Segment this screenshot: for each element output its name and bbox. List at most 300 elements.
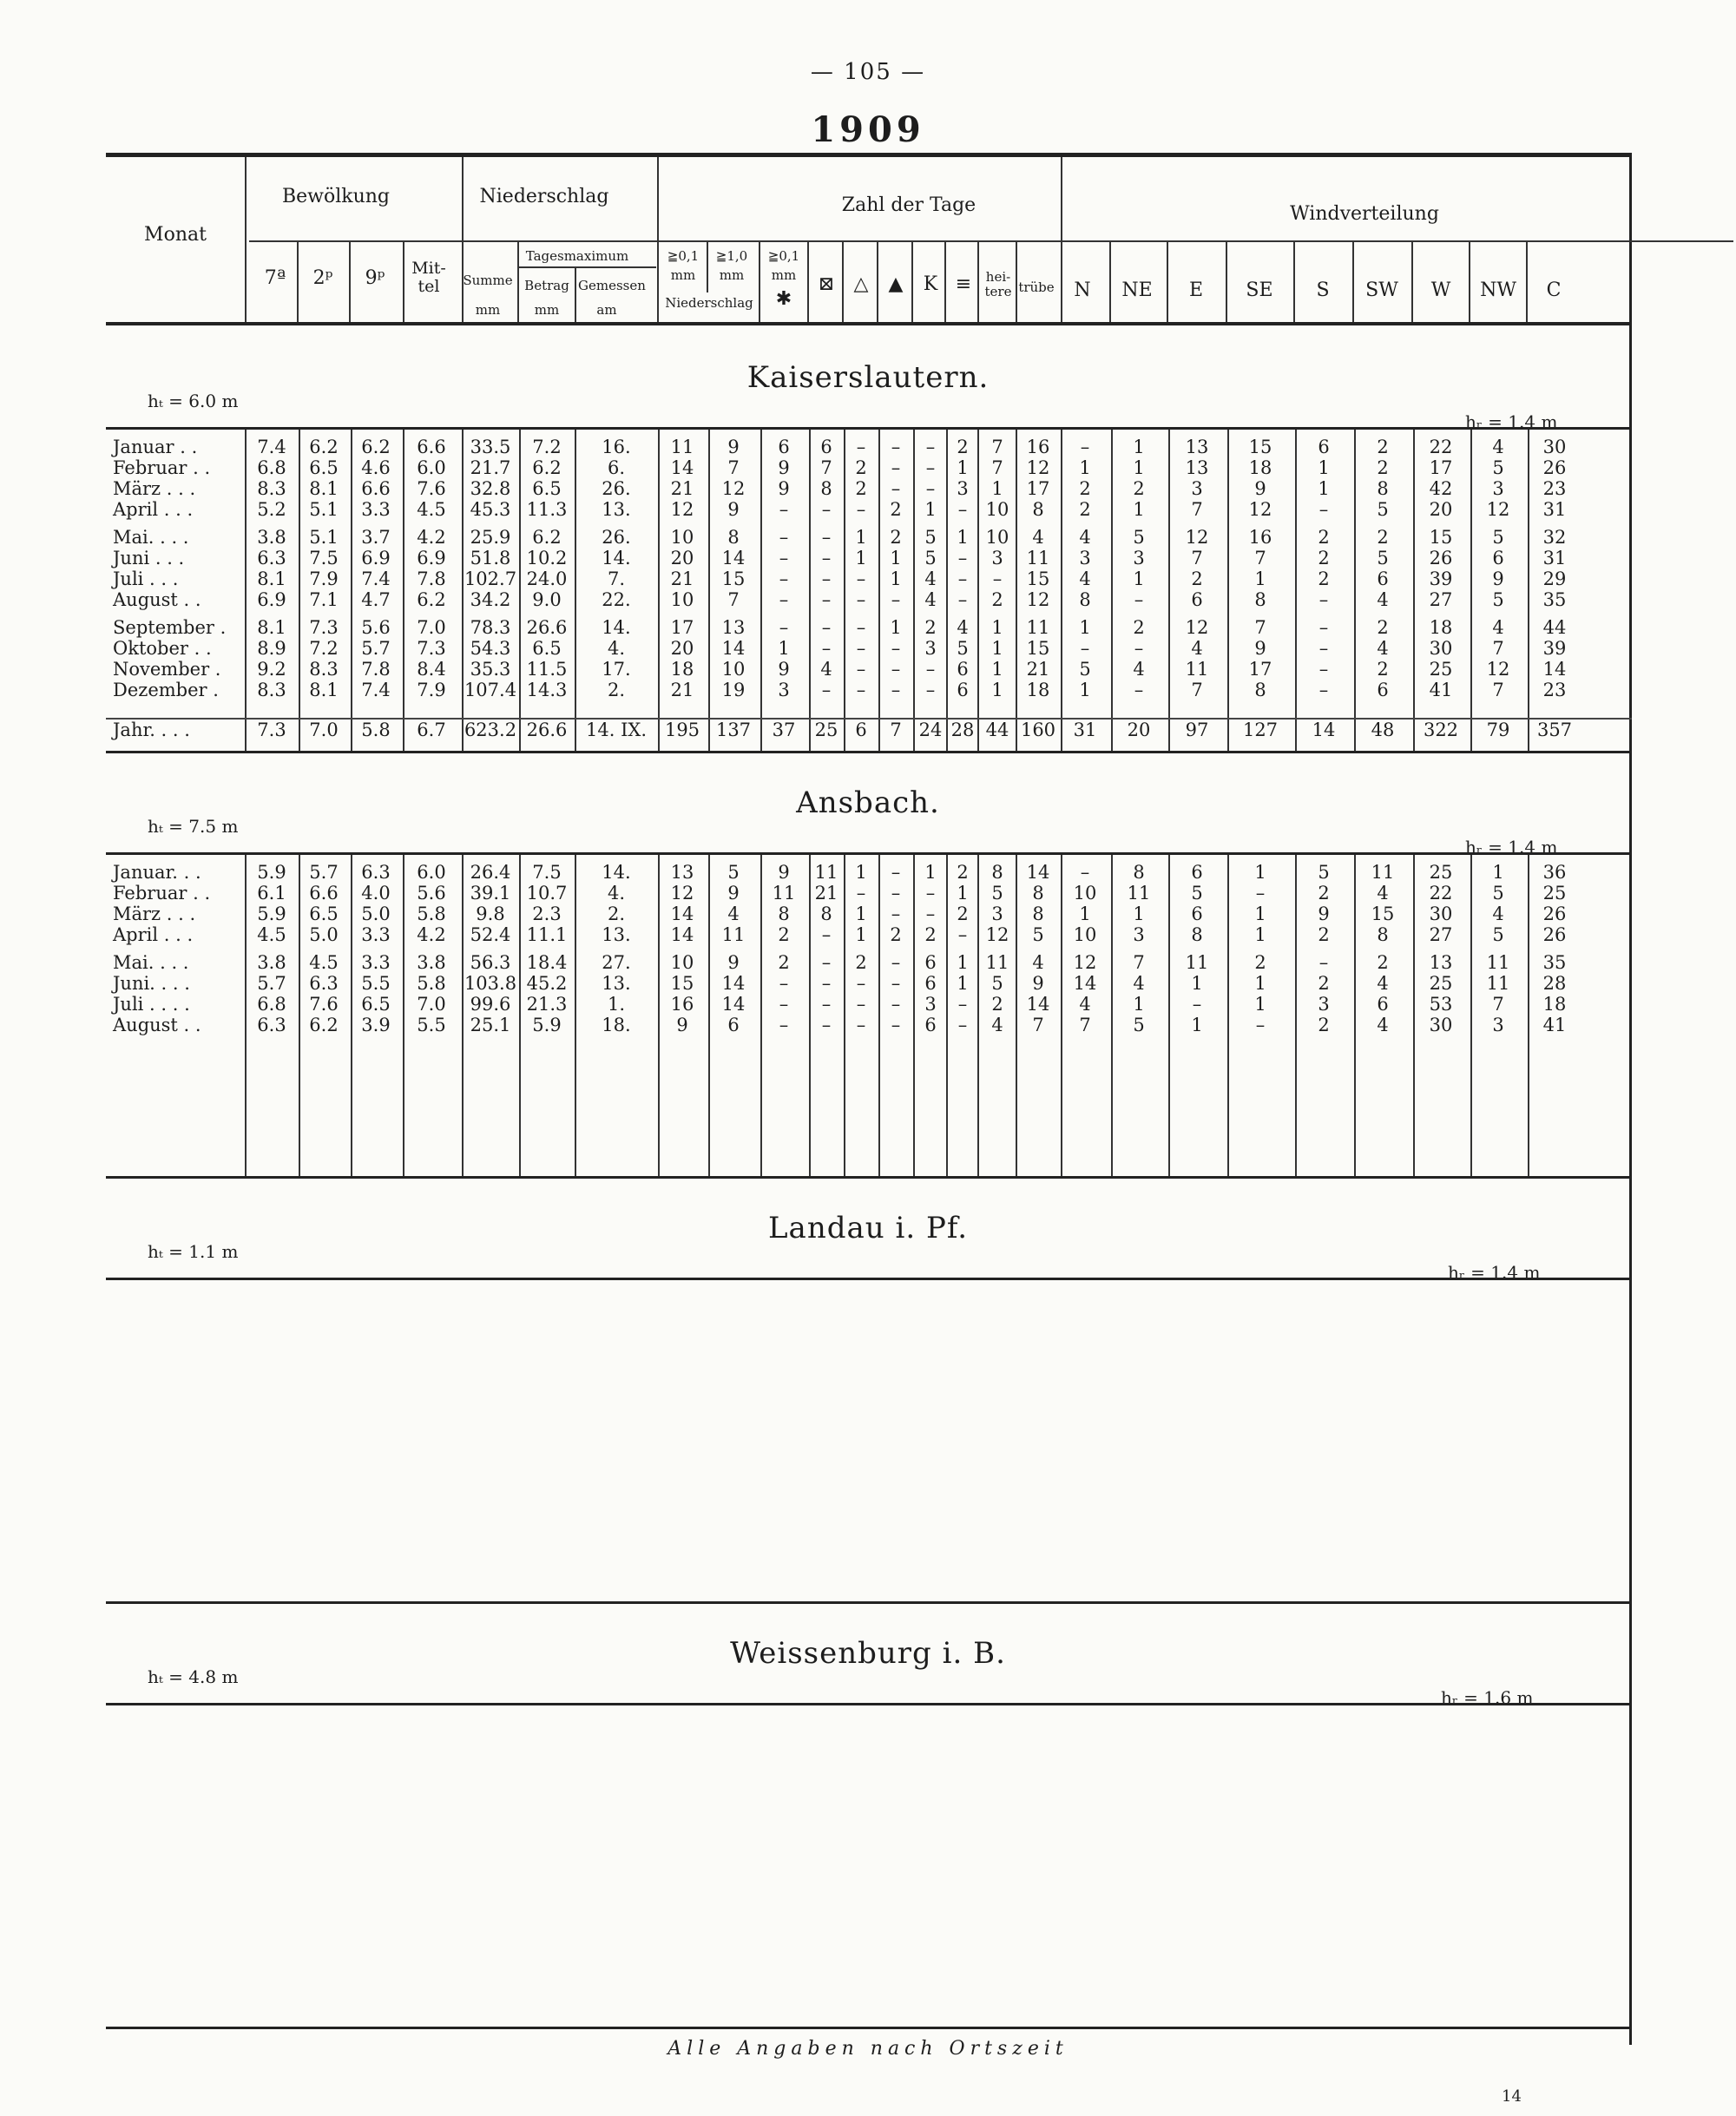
table-cell: 7.5 xyxy=(309,548,339,568)
table-cell: 20 xyxy=(1127,720,1151,740)
table-cell: 9 xyxy=(676,1015,688,1035)
table-cell: 27 xyxy=(1429,589,1453,610)
table-cell: 9 xyxy=(778,457,790,478)
month-label: Mai. . . . xyxy=(113,952,189,973)
station-hr: hᵣ = 1.6 m xyxy=(1441,1687,1534,1708)
table-cell: – xyxy=(821,680,832,700)
table-cell: 7.0 xyxy=(417,617,446,638)
table-cell: 12 xyxy=(1248,499,1272,520)
table-cell: 4.0 xyxy=(361,883,391,904)
table-cell: 5 xyxy=(1318,862,1330,883)
table-cell: 34.2 xyxy=(470,589,511,610)
table-cell: 103.8 xyxy=(464,973,517,994)
table-cell: 20 xyxy=(1429,499,1453,520)
header-w-c: C xyxy=(1546,279,1562,301)
table-cell: 3 xyxy=(957,478,969,499)
table-cell: – xyxy=(1134,680,1144,700)
month-label: August . . xyxy=(113,1015,201,1035)
station-ht: hₜ = 1.1 m xyxy=(148,1241,239,1262)
table-cell: 4 xyxy=(1377,973,1389,994)
table-cell: – xyxy=(821,924,832,945)
table-cell: 4 xyxy=(1079,994,1091,1015)
table-cell: 4.5 xyxy=(309,952,339,973)
table-cell: 14 xyxy=(721,994,746,1015)
table-cell: 2. xyxy=(607,680,626,700)
table-cell: 6.2 xyxy=(532,457,562,478)
table-cell: 45.3 xyxy=(470,499,511,520)
table-cell: – xyxy=(891,994,901,1015)
header-w-n: N xyxy=(1074,279,1091,301)
sleet-icon: ⊠ xyxy=(818,273,835,295)
table-cell: – xyxy=(1255,883,1266,904)
table-cell: 1 xyxy=(991,478,1003,499)
table-cell: 10 xyxy=(670,527,694,548)
table-cell: 4.2 xyxy=(417,527,446,548)
table-cell: 6.7 xyxy=(417,720,446,740)
table-cell: 6.6 xyxy=(361,478,391,499)
table-cell: 16 xyxy=(1026,437,1050,457)
table-cell: – xyxy=(856,973,866,994)
table-cell: – xyxy=(957,568,968,589)
month-label: Februar . . xyxy=(113,457,211,478)
header-z-niederschlag: Niederschlag xyxy=(665,295,753,311)
table-cell: 3 xyxy=(1079,548,1091,568)
table-cell: 2 xyxy=(1318,924,1330,945)
table-cell: 7 xyxy=(1254,617,1266,638)
table-cell: 13 xyxy=(1429,952,1453,973)
table-cell: 6.5 xyxy=(532,478,562,499)
table-cell: 3 xyxy=(1133,548,1145,568)
header-bewoelkung: Bewölkung xyxy=(281,186,391,207)
table-cell: 6.0 xyxy=(417,862,446,883)
table-cell: 5 xyxy=(1079,659,1091,680)
table-cell: – xyxy=(856,437,866,457)
table-cell: 5.0 xyxy=(309,924,339,945)
table-cell: 2. xyxy=(607,904,626,924)
table-cell: 5 xyxy=(1492,883,1504,904)
table-cell: 5.9 xyxy=(257,904,286,924)
table-cell: – xyxy=(957,499,968,520)
table-cell: 44 xyxy=(985,720,1009,740)
table-cell: 4 xyxy=(820,659,832,680)
table-cell: 41 xyxy=(1542,1015,1567,1035)
table-cell: 13. xyxy=(602,924,631,945)
month-label: September . xyxy=(113,617,227,638)
table-cell: – xyxy=(779,994,789,1015)
table-cell: 9 xyxy=(727,883,740,904)
table-cell: 6.3 xyxy=(257,1015,286,1035)
table-cell: 54.3 xyxy=(470,638,511,659)
table-cell: 11 xyxy=(721,924,746,945)
table-cell: – xyxy=(856,659,866,680)
table-cell: 13 xyxy=(721,617,746,638)
table-cell: 31 xyxy=(1073,720,1097,740)
table-cell: 15 xyxy=(1429,527,1453,548)
table-cell: 2.3 xyxy=(532,904,562,924)
table-cell: 10 xyxy=(985,499,1009,520)
station-table xyxy=(106,1703,1632,2029)
table-cell: 26 xyxy=(1429,548,1453,568)
table-cell: – xyxy=(821,638,832,659)
table-cell: – xyxy=(856,499,866,520)
table-cell: 26 xyxy=(1542,457,1567,478)
header-w-e: E xyxy=(1188,279,1204,301)
table-cell: 22. xyxy=(602,589,631,610)
table-cell: 11 xyxy=(1127,883,1151,904)
table-cell: – xyxy=(957,589,968,610)
table-cell: 21.3 xyxy=(526,994,568,1015)
header-z-mm1: mm xyxy=(670,267,696,283)
header-b-7a: 7ª xyxy=(264,267,286,289)
table-cell: 7.4 xyxy=(361,568,391,589)
table-cell: 1 xyxy=(1079,617,1091,638)
table-cell: 4 xyxy=(1032,952,1044,973)
table-cell: 3 xyxy=(1492,1015,1504,1035)
table-cell: – xyxy=(925,680,936,700)
table-cell: 8 xyxy=(1079,589,1091,610)
table-cell: 7.5 xyxy=(532,862,562,883)
table-cell: 2 xyxy=(1133,617,1145,638)
header-z-mm2: mm xyxy=(719,267,745,283)
table-cell: 13. xyxy=(602,973,631,994)
table-cell: 3 xyxy=(991,904,1003,924)
table-cell: 4 xyxy=(924,568,937,589)
table-cell: 22 xyxy=(1429,437,1453,457)
table-cell: 5 xyxy=(1492,924,1504,945)
table-cell: 17 xyxy=(670,617,694,638)
table-cell: – xyxy=(1134,589,1144,610)
table-cell: 14. xyxy=(602,862,631,883)
table-cell: 21 xyxy=(670,568,694,589)
table-cell: 2 xyxy=(890,527,902,548)
header-tagesmax: Tagesmaximum xyxy=(525,248,629,264)
table-cell: 8.4 xyxy=(417,659,446,680)
table-cell: 1 xyxy=(1492,862,1504,883)
thunderstorm-icon: K xyxy=(923,273,938,295)
table-cell: 41 xyxy=(1429,680,1453,700)
table-cell: 3 xyxy=(1492,478,1504,499)
table-cell: 2 xyxy=(855,478,867,499)
table-cell: 8.3 xyxy=(257,680,286,700)
table-cell: 2 xyxy=(1318,883,1330,904)
table-cell: 2 xyxy=(1133,478,1145,499)
table-cell: 26.6 xyxy=(526,617,568,638)
table-cell: 6.3 xyxy=(257,548,286,568)
table-cell: 32.8 xyxy=(470,478,511,499)
table-cell: 7.8 xyxy=(417,568,446,589)
table-cell: 1 xyxy=(1133,499,1145,520)
table-cell: 3 xyxy=(1191,478,1203,499)
table-cell: 12 xyxy=(1486,499,1510,520)
table-cell: 21 xyxy=(670,478,694,499)
table-cell: 6.5 xyxy=(361,994,391,1015)
table-cell: 6 xyxy=(924,973,937,994)
table-cell: 4 xyxy=(1377,589,1389,610)
table-cell: 7 xyxy=(1032,1015,1044,1035)
table-cell: – xyxy=(821,548,832,568)
table-cell: 2 xyxy=(957,437,969,457)
month-row xyxy=(106,659,1632,680)
table-cell: 26 xyxy=(1542,904,1567,924)
table-cell: 5 xyxy=(1492,589,1504,610)
table-cell: 6.2 xyxy=(361,437,391,457)
table-cell: 4. xyxy=(607,638,626,659)
table-cell: 5.7 xyxy=(257,973,286,994)
month-row xyxy=(106,904,1632,924)
table-cell: 3 xyxy=(924,638,937,659)
table-cell: 6 xyxy=(1318,437,1330,457)
table-cell: 7 xyxy=(890,720,902,740)
month-label: Juli . . . xyxy=(113,568,179,589)
table-cell: – xyxy=(821,527,832,548)
table-cell: 24.0 xyxy=(526,568,568,589)
table-cell: 3 xyxy=(924,994,937,1015)
header-w-ne: NE xyxy=(1121,279,1153,301)
table-cell: – xyxy=(957,924,968,945)
table-cell: – xyxy=(925,883,936,904)
table-cell: – xyxy=(957,548,968,568)
table-cell: 5.0 xyxy=(361,904,391,924)
month-row xyxy=(106,973,1632,994)
table-cell: 11 xyxy=(1486,952,1510,973)
table-cell: 27 xyxy=(1429,924,1453,945)
table-cell: 6.8 xyxy=(257,994,286,1015)
table-cell: 7.2 xyxy=(532,437,562,457)
month-row xyxy=(106,638,1632,659)
header-niederschlag: Niederschlag xyxy=(479,186,609,207)
table-cell: 1 xyxy=(1254,568,1266,589)
table-cell: – xyxy=(925,904,936,924)
month-row xyxy=(106,568,1632,589)
table-cell: 10.7 xyxy=(526,883,568,904)
table-cell: 11 xyxy=(985,952,1009,973)
table-cell: 5 xyxy=(1377,548,1389,568)
snow-icon: ✱ xyxy=(775,288,792,310)
table-cell: 5 xyxy=(1492,527,1504,548)
table-cell: 21.7 xyxy=(470,457,511,478)
table-cell: 21 xyxy=(670,680,694,700)
table-cell: 1 xyxy=(1079,680,1091,700)
table-cell: 25.9 xyxy=(470,527,511,548)
table-cell: 14 xyxy=(670,904,694,924)
table-cell: 7.4 xyxy=(257,437,286,457)
table-cell: 7 xyxy=(1191,680,1203,700)
table-cell: 14 xyxy=(670,457,694,478)
table-cell: – xyxy=(1080,638,1090,659)
table-cell: 7.6 xyxy=(417,478,446,499)
table-cell: 2 xyxy=(1254,952,1266,973)
station-table xyxy=(106,1278,1632,1604)
station-title-ansbach: Ansbach. xyxy=(796,785,940,820)
table-cell: 6.9 xyxy=(417,548,446,568)
table-cell: 8 xyxy=(1133,862,1145,883)
table-cell: 30 xyxy=(1429,638,1453,659)
table-cell: 5 xyxy=(1133,1015,1145,1035)
table-cell: 18 xyxy=(1542,994,1567,1015)
table-cell: 14 xyxy=(1026,862,1050,883)
table-cell: 14 xyxy=(1312,720,1336,740)
table-cell: 6.6 xyxy=(417,437,446,457)
table-cell: 37 xyxy=(772,720,796,740)
month-label: Januar. . . xyxy=(113,862,201,883)
month-label: April . . . xyxy=(113,499,194,520)
table-cell: 8 xyxy=(1032,499,1044,520)
table-cell: – xyxy=(779,617,789,638)
table-cell: 6 xyxy=(1377,680,1389,700)
table-cell: 4 xyxy=(1377,883,1389,904)
table-cell: – xyxy=(1318,680,1329,700)
table-cell: 17 xyxy=(1026,478,1050,499)
table-cell: – xyxy=(856,589,866,610)
table-cell: 15 xyxy=(1026,568,1050,589)
table-cell: 11.1 xyxy=(526,924,568,945)
table-cell: 12 xyxy=(721,478,746,499)
table-cell: – xyxy=(925,659,936,680)
table-cell: 7 xyxy=(727,589,740,610)
table-cell: 6.6 xyxy=(309,883,339,904)
table-cell: 9 xyxy=(727,499,740,520)
table-cell: 6.2 xyxy=(309,437,339,457)
table-cell: 6.2 xyxy=(309,1015,339,1035)
table-cell: 7 xyxy=(1492,994,1504,1015)
table-cell: 1 xyxy=(890,568,902,589)
table-cell: 4 xyxy=(1492,437,1504,457)
month-row xyxy=(106,617,1632,638)
table-cell: 56.3 xyxy=(470,952,511,973)
table-cell: 7.1 xyxy=(309,589,339,610)
header-z-ge10: ≧1,0 xyxy=(715,248,748,264)
table-cell: 2 xyxy=(924,924,937,945)
table-cell: 8.3 xyxy=(257,478,286,499)
table-cell: 4 xyxy=(1133,973,1145,994)
table-cell: 1 xyxy=(991,617,1003,638)
month-row xyxy=(106,527,1632,548)
table-cell: 36 xyxy=(1542,862,1567,883)
table-cell: 14. xyxy=(602,548,631,568)
table-cell: 6 xyxy=(924,952,937,973)
table-cell: 2 xyxy=(957,904,969,924)
table-cell: 31 xyxy=(1542,548,1567,568)
table-cell: 25 xyxy=(1429,659,1453,680)
table-cell: 1 xyxy=(1133,994,1145,1015)
table-cell: 127 xyxy=(1242,720,1279,740)
table-cell: 10 xyxy=(1073,883,1097,904)
table-cell: 1 xyxy=(1254,862,1266,883)
header-w-nw: NW xyxy=(1480,279,1516,301)
table-cell: 28 xyxy=(1542,973,1567,994)
table-cell: 97 xyxy=(1185,720,1209,740)
table-cell: 12 xyxy=(1026,589,1050,610)
table-cell: – xyxy=(1318,952,1329,973)
table-cell: 6 xyxy=(957,659,969,680)
table-cell: 5 xyxy=(1032,924,1044,945)
header-am: am xyxy=(596,302,617,318)
table-cell: 3 xyxy=(778,680,790,700)
table-cell: – xyxy=(957,994,968,1015)
table-cell: 7.6 xyxy=(309,994,339,1015)
table-cell: 6 xyxy=(957,680,969,700)
table-cell: 8.3 xyxy=(309,659,339,680)
month-label: November . xyxy=(113,659,221,680)
table-cell: 7 xyxy=(1492,638,1504,659)
table-cell: – xyxy=(821,499,832,520)
table-cell: 14 xyxy=(721,973,746,994)
table-cell: 2 xyxy=(1377,457,1389,478)
table-cell: 5.9 xyxy=(532,1015,562,1035)
table-cell: 6 xyxy=(1492,548,1504,568)
table-cell: 1 xyxy=(855,548,867,568)
table-cell: – xyxy=(891,973,901,994)
table-cell: – xyxy=(821,1015,832,1035)
table-cell: – xyxy=(779,548,789,568)
table-cell: 7.0 xyxy=(417,994,446,1015)
header-wind: Windverteilung xyxy=(1290,203,1439,225)
table-cell: 5.7 xyxy=(309,862,339,883)
month-label: Jahr. . . . xyxy=(113,720,190,740)
table-cell: 9.2 xyxy=(257,659,286,680)
table-cell: 11 xyxy=(1185,952,1209,973)
table-cell: 1 xyxy=(957,973,969,994)
table-cell: 6.5 xyxy=(309,904,339,924)
table-cell: 99.6 xyxy=(470,994,511,1015)
table-cell: 15 xyxy=(670,973,694,994)
table-cell: 39 xyxy=(1542,638,1567,659)
table-cell: 9 xyxy=(1318,904,1330,924)
table-cell: 4.2 xyxy=(417,924,446,945)
table-cell: 1 xyxy=(924,499,937,520)
table-cell: 6.3 xyxy=(309,973,339,994)
table-cell: 4 xyxy=(727,904,740,924)
table-cell: 11 xyxy=(1026,548,1050,568)
table-cell: 8 xyxy=(727,527,740,548)
table-cell: 2 xyxy=(778,952,790,973)
table-cell: 45.2 xyxy=(526,973,568,994)
table-cell: 4 xyxy=(957,617,969,638)
table-cell: 27. xyxy=(602,952,631,973)
table-cell: 5 xyxy=(1492,457,1504,478)
table-cell: – xyxy=(925,437,936,457)
table-cell: – xyxy=(891,659,901,680)
table-cell: 3.7 xyxy=(361,527,391,548)
header-gemessen: Gemessen xyxy=(578,278,646,293)
table-cell: – xyxy=(891,457,901,478)
table-cell: 10 xyxy=(670,952,694,973)
table-cell: 4 xyxy=(1377,638,1389,659)
table-cell: 9 xyxy=(1492,568,1504,589)
table-cell: – xyxy=(1192,994,1202,1015)
table-cell: 2 xyxy=(855,952,867,973)
table-cell: 26. xyxy=(602,527,631,548)
table-cell: 1 xyxy=(1191,973,1203,994)
header-w-s: S xyxy=(1316,279,1330,301)
table-cell: 7.4 xyxy=(361,680,391,700)
header-z-snow-mm: mm xyxy=(771,267,797,283)
table-cell: 5.8 xyxy=(417,973,446,994)
month-label: Juli . . . . xyxy=(113,994,190,1015)
table-cell: 7.0 xyxy=(309,720,339,740)
table-cell: 2 xyxy=(991,589,1003,610)
table-cell: – xyxy=(821,952,832,973)
month-label: März . . . xyxy=(113,904,196,924)
table-cell: – xyxy=(891,883,901,904)
header-w-w: W xyxy=(1430,279,1451,301)
table-cell: 9 xyxy=(778,659,790,680)
table-cell: 1 xyxy=(855,527,867,548)
table-cell: 7 xyxy=(1492,680,1504,700)
table-cell: 4 xyxy=(1079,568,1091,589)
table-cell: 23 xyxy=(1542,680,1567,700)
month-row xyxy=(106,589,1632,610)
